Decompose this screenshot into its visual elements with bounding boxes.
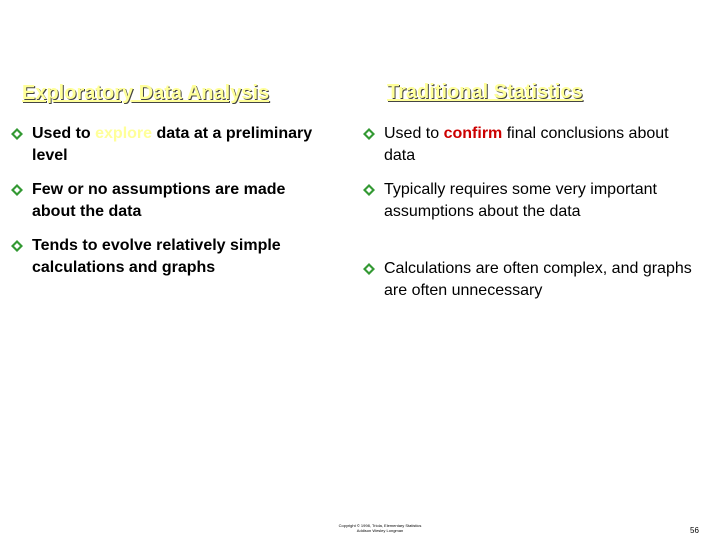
left-bullet-calculations-text: Tends to evolve relatively simple calculations and graphs bbox=[32, 237, 281, 276]
left-bullet-assumptions-text: Few or no assumptions are made about the data bbox=[32, 181, 286, 220]
diamond-bullet-icon bbox=[362, 258, 376, 276]
right-bullet-assumptions bbox=[362, 179, 702, 223]
diamond-bullet-icon bbox=[362, 179, 376, 197]
right-bullet-calculations bbox=[362, 258, 702, 302]
footer-copyright bbox=[300, 523, 460, 533]
left-bullet-calculations bbox=[10, 235, 330, 279]
right-bullet-confirm bbox=[362, 123, 702, 167]
diamond-bullet-icon bbox=[10, 123, 24, 141]
left-bullet-explore bbox=[10, 123, 330, 167]
left-bullet-explore-text: Used to explore data at a preliminary level bbox=[32, 125, 313, 164]
exploratory-heading: Exploratory Data Analysis bbox=[22, 82, 270, 104]
copyright-line-2: Addison Wesley Longman bbox=[356, 528, 404, 533]
diamond-bullet-icon bbox=[10, 179, 24, 197]
page-number: 56 bbox=[690, 526, 699, 535]
right-bullet-confirm-text: Used to confirm final conclusions about data bbox=[384, 125, 669, 164]
left-bullet-assumptions bbox=[10, 179, 330, 223]
explore-highlight: explore bbox=[95, 125, 153, 142]
diamond-bullet-icon bbox=[10, 235, 24, 253]
diamond-bullet-icon bbox=[362, 123, 376, 141]
confirm-highlight: confirm bbox=[443, 125, 503, 142]
right-bullet-calculations-text: Calculations are often complex, and graphs are often unnecessary bbox=[384, 260, 692, 299]
right-bullet-assumptions-text: Typically requires some very important assumptions about the data bbox=[384, 181, 657, 220]
traditional-heading: Traditional Statistics bbox=[387, 81, 583, 103]
copyright-line-1: Copyright © 1998, Triola, Elementary Statistics bbox=[338, 523, 422, 528]
